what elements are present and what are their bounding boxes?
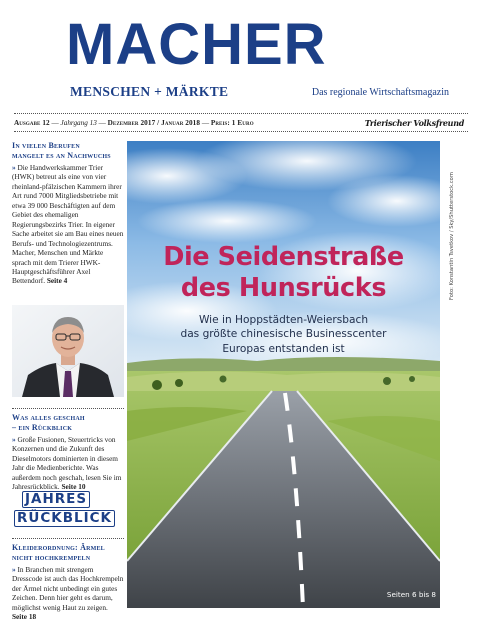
publisher-brand: Trierischer Volksfreund: [364, 118, 464, 128]
divider: [12, 408, 124, 409]
volume: Jahrgang 13: [60, 119, 97, 127]
logo-line: RÜCKBLICK: [14, 510, 115, 527]
teaser-text: Große Fusionen, Steuertricks von Konzernen und die Zukunft des Dieselmotors dominierten in diesem Jahr die Medienberichte. Was außerdem noch geschah, lesen Sie im Jahresrückblick.: [12, 435, 122, 492]
cover-deck: [127, 313, 440, 356]
section-heading: [12, 141, 124, 161]
cover-photo[interactable]: [127, 141, 440, 608]
bullet-icon: »: [12, 565, 16, 574]
page-reference[interactable]: Seite 4: [46, 276, 68, 286]
heading-line: nicht hochkrempeln: [12, 553, 91, 562]
section-heading: [12, 543, 124, 563]
deck-line: Wie in Hoppstädten-Weiersbach: [198, 314, 369, 326]
section-text: [12, 565, 124, 622]
heading-line: In vielen Berufen: [12, 141, 80, 150]
sidebar-section-apprenticeship: [12, 141, 124, 286]
bullet-icon: »: [12, 163, 16, 172]
heading-line: Was alles geschah: [12, 413, 85, 422]
divider-bottom: [14, 131, 468, 132]
headline-line: Die Seidenstraße: [163, 242, 404, 272]
divider: [12, 538, 124, 539]
magazine-subtitle: MENSCHEN + MÄRKTE: [70, 84, 229, 99]
issue-price: Preis: 1 Euro: [210, 119, 254, 127]
cover-headline[interactable]: [127, 242, 440, 304]
masthead: [0, 0, 479, 108]
deck-line: Europas entstanden ist: [222, 342, 345, 355]
issue-number: Ausgabe 12: [14, 119, 50, 127]
jahresrueckblick-logo: [14, 491, 120, 527]
logo-line: JAHRES: [22, 491, 90, 508]
magazine-tagline: Das regionale Wirtschaftsmagazin: [311, 87, 449, 98]
heading-line: mangelt es an Nachwuchs: [12, 151, 111, 160]
teaser-text: In Branchen mit strengem Dresscode ist auch das Hochkrempeln der Ärmel nicht unbedingt ein gutes Zeichen. Denn hier geht es darum, möglichst wenig Haut zu zeigen.: [12, 565, 124, 612]
bullet-icon: »: [12, 435, 16, 444]
heading-line: – ein Rückblick: [12, 423, 73, 432]
deck-line: das größte chinesische Businesscenter: [180, 328, 387, 341]
headline-line: des Hunsrücks: [180, 273, 387, 303]
heading-line: Kleiderordnung: Ärmel: [12, 543, 105, 552]
section-text: [12, 435, 124, 492]
sidebar-section-review: [12, 403, 124, 492]
separator: —: [200, 119, 211, 127]
cover-page-reference[interactable]: Seiten 6 bis 8: [386, 590, 436, 599]
road-landscape-image: [127, 141, 440, 608]
portrait-photo: [12, 305, 124, 397]
page-reference[interactable]: Seite 10: [61, 482, 86, 492]
divider-top: [14, 113, 468, 114]
issue-info-bar: [14, 116, 468, 130]
page-reference[interactable]: Seite 18: [12, 612, 37, 622]
magazine-title: MACHER: [66, 12, 327, 77]
sidebar-section-dresscode: [12, 533, 124, 622]
issue-date: Dezember 2017 / Januar 2018: [107, 119, 201, 127]
teaser-text: Die Handwerkskammer Trier (HWK) betreut als eine von vier rheinland-pfälzischen Kammern ihrer Art rund 7000 Mitgliedsbetriebe mit etwa 39 000 Beschäftigten auf dem Gebiet des ehemaligen Regierungsbezirks Trier. In eigener Sache arbeitet sie am Bau eines neuen Berufs- und Technologiezentrums. Macher, Menschen und Märkte sprach mit dem Trierer HWK-Hauptgeschäftsführer Axel Bettendorf.: [12, 163, 124, 286]
photo-credit: Foto: Konstantin Tsvetkov / Sky/Shutterstock.com: [449, 172, 455, 300]
section-text: [12, 163, 124, 286]
separator: —: [49, 119, 61, 127]
separator: —: [96, 119, 108, 127]
section-heading: [12, 413, 124, 433]
